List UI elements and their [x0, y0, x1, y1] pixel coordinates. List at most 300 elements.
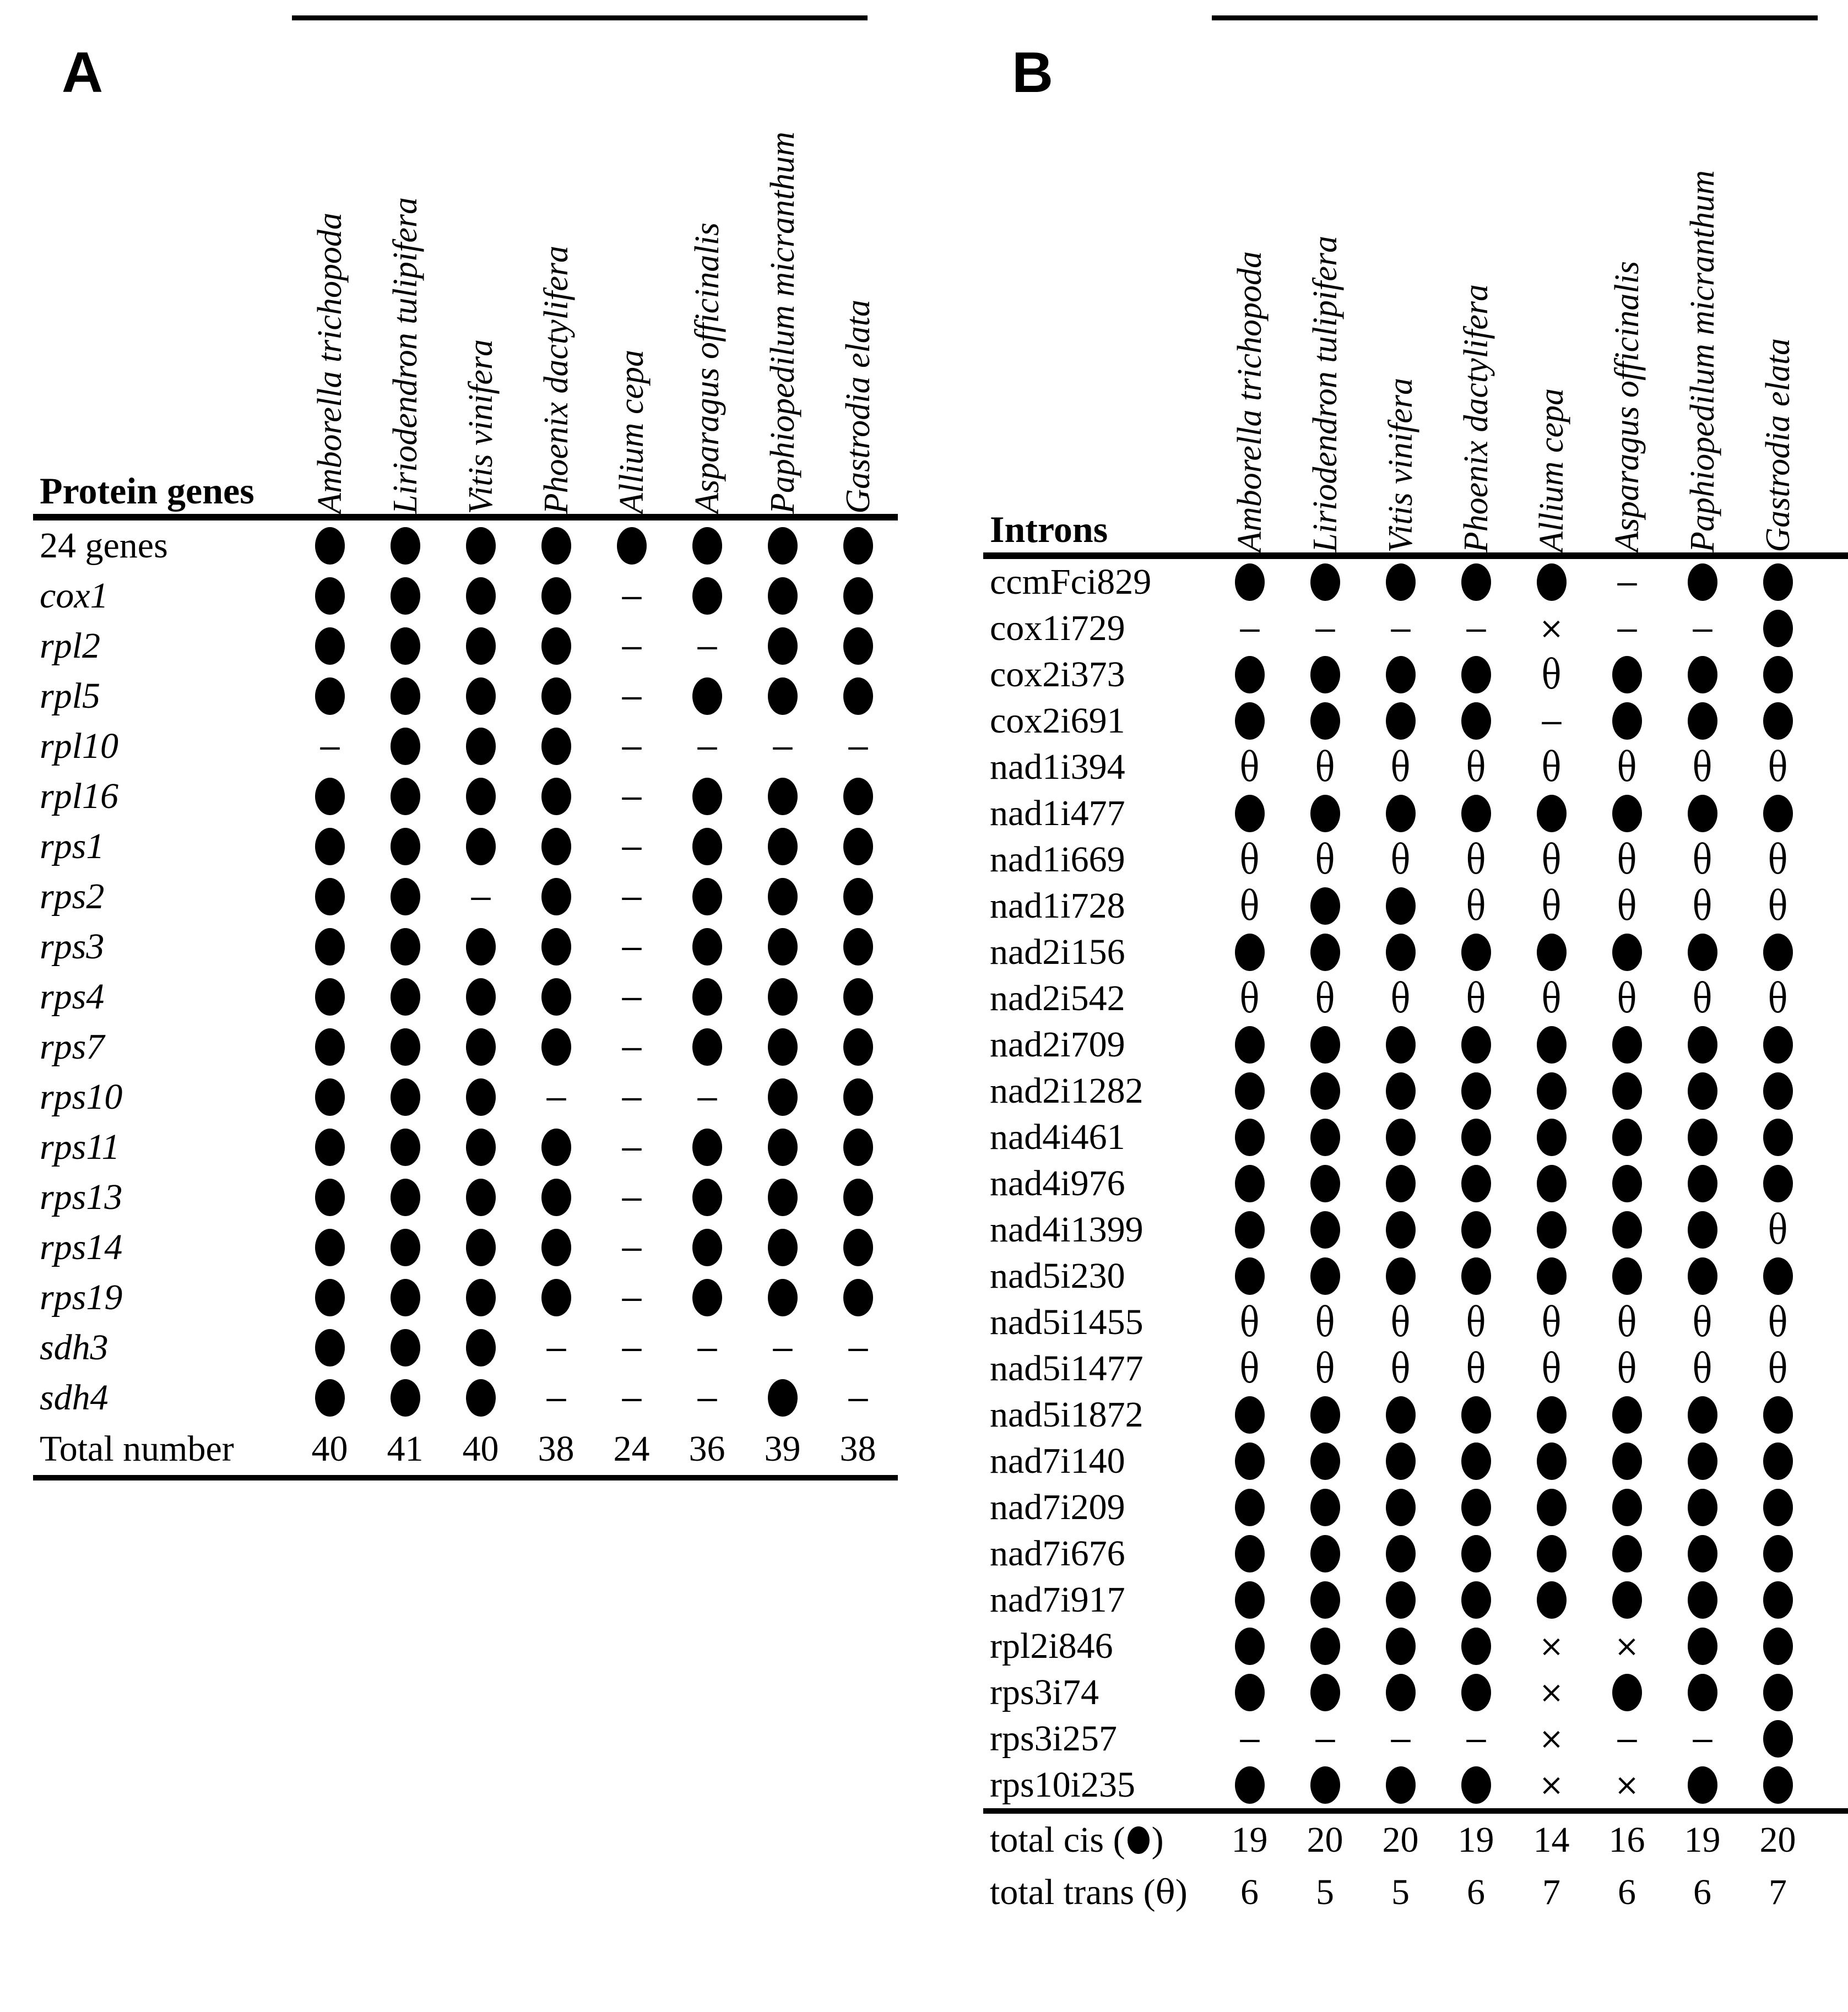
matrix-cell: [367, 1229, 443, 1266]
theta-icon: θ: [1617, 742, 1637, 791]
filled-circle-icon: [1763, 795, 1793, 832]
table-row-rpl16: [33, 771, 898, 821]
filled-circle-icon: [1461, 1165, 1491, 1202]
matrix-cell: [1665, 934, 1740, 971]
matrix-cell: [820, 1229, 896, 1266]
matrix-cell: [1665, 795, 1740, 832]
row-label: nad2i542: [990, 978, 1125, 1018]
cross-icon: ×: [1614, 1767, 1640, 1802]
filled-circle-icon: [843, 577, 873, 615]
matrix-cell: [1287, 1535, 1363, 1572]
theta-icon: θ: [1768, 1344, 1788, 1393]
filled-circle-icon: [1235, 1165, 1265, 1202]
matrix-cell: [292, 627, 367, 665]
theta-icon: θ: [1466, 1344, 1486, 1393]
filled-circle-icon: [466, 1129, 496, 1166]
filled-circle-icon: [1461, 563, 1491, 601]
dash-icon: –: [619, 1176, 644, 1218]
filled-circle-icon: [315, 1078, 345, 1116]
matrix-cell: [292, 978, 367, 1016]
theta-icon: θ: [1541, 835, 1562, 884]
row-label: nad1i728: [990, 886, 1125, 926]
matrix-cell: [1514, 1535, 1589, 1572]
filled-circle-icon: [1612, 1026, 1642, 1064]
filled-circle-icon: [843, 527, 873, 565]
filled-circle-icon: [1537, 1165, 1567, 1202]
filled-circle-icon: [1386, 1026, 1416, 1064]
panel-a-letter: A: [62, 41, 104, 105]
row-label: rps3i257: [990, 1718, 1117, 1759]
theta-icon: θ: [1239, 742, 1260, 791]
matrix-cell: [669, 1076, 745, 1118]
filled-circle-icon: [1310, 1072, 1340, 1110]
species-header-4: [1438, 10, 1514, 552]
theta-icon: θ: [1239, 1344, 1260, 1393]
theta-icon: θ: [1390, 742, 1411, 791]
matrix-cell: [1438, 1535, 1514, 1572]
matrix-cell: [1740, 1396, 1816, 1434]
species-name: Amborella trichopoda: [311, 212, 349, 514]
panel-a-corner-label: Protein genes: [40, 470, 254, 512]
matrix-cell: [1514, 1396, 1589, 1434]
theta-icon: θ: [1239, 974, 1260, 1023]
matrix-cell: [1438, 1674, 1514, 1711]
filled-circle-icon: [1461, 1026, 1491, 1064]
matrix-cell: [820, 577, 896, 615]
filled-circle-icon: [768, 577, 798, 615]
total-value: 24: [613, 1428, 650, 1469]
total-value: 7: [1769, 1872, 1787, 1912]
theta-icon: θ: [1768, 742, 1788, 791]
filled-circle-icon: [1763, 1674, 1793, 1711]
species-name: Allium cepa: [613, 350, 651, 514]
matrix-cell: [1589, 1072, 1665, 1110]
matrix-cell: [292, 1129, 367, 1166]
matrix-cell: [1740, 1674, 1816, 1711]
matrix-cell: [1589, 795, 1665, 832]
dash-icon: –: [846, 1377, 870, 1418]
matrix-cell: [1589, 1535, 1665, 1572]
filled-circle-icon: [315, 978, 345, 1016]
filled-circle-icon: [692, 1279, 722, 1316]
theta-icon: θ: [1692, 742, 1712, 791]
filled-circle-icon: [1763, 1257, 1793, 1295]
filled-circle-icon: [768, 1129, 798, 1166]
matrix-cell: [745, 1179, 820, 1216]
table-row-rps10: [33, 1072, 898, 1122]
dash-icon: –: [468, 876, 493, 917]
matrix-cell: [1287, 835, 1363, 884]
matrix-cell: [1589, 881, 1665, 930]
species-header-5: [1514, 10, 1589, 552]
theta-icon: θ: [1768, 1205, 1788, 1254]
table-row-rps19: [33, 1272, 898, 1322]
filled-circle-icon: [1612, 1581, 1642, 1619]
dash-icon: –: [1464, 608, 1488, 649]
matrix-cell: [367, 627, 443, 665]
filled-circle-icon: [541, 1129, 571, 1166]
filled-circle-icon: [541, 1229, 571, 1266]
filled-circle-icon: [1612, 1165, 1642, 1202]
total-value: 19: [1684, 1819, 1721, 1860]
matrix-cell: [1212, 1165, 1287, 1202]
matrix-cell: [1514, 1631, 1589, 1661]
row-label: nad7i676: [990, 1533, 1125, 1574]
matrix-cell: [594, 976, 669, 1017]
row-label: nad1i477: [990, 793, 1125, 833]
table-row-nad4i976: [983, 1160, 1848, 1207]
table-row-nad5i1455: [983, 1299, 1848, 1346]
filled-circle-icon: [1612, 702, 1642, 740]
matrix-cell: [1212, 1535, 1287, 1572]
matrix-cell: [518, 1179, 594, 1216]
dash-icon: –: [619, 976, 644, 1017]
filled-circle-icon: [1386, 1489, 1416, 1526]
matrix-cell: [367, 828, 443, 865]
filled-circle-icon: [1612, 1489, 1642, 1526]
matrix-cell: [1438, 1165, 1514, 1202]
filled-circle-icon: [1235, 1628, 1265, 1665]
filled-circle-icon: [1386, 1674, 1416, 1711]
matrix-cell: [367, 1129, 443, 1166]
matrix-cell: [1212, 1119, 1287, 1156]
filled-circle-icon: [541, 527, 571, 565]
total-value: 5: [1316, 1872, 1334, 1912]
matrix-cell: [669, 878, 745, 915]
matrix-cell: [518, 1129, 594, 1166]
matrix-cell: [1212, 1072, 1287, 1110]
row-label: rps13: [40, 1176, 123, 1217]
matrix-cell: [1363, 1674, 1438, 1711]
matrix-cell: [745, 677, 820, 715]
row-label: rps2: [40, 876, 105, 916]
table-row-rpl2i846: [983, 1623, 1848, 1669]
matrix-cell: [1514, 1675, 1589, 1710]
matrix-cell: [669, 978, 745, 1016]
matrix-cell: [1589, 1119, 1665, 1156]
matrix-cell: [1665, 1298, 1740, 1347]
theta-icon: θ: [1315, 974, 1335, 1023]
filled-circle-icon: [391, 1028, 420, 1066]
matrix-cell: [1589, 1718, 1665, 1759]
filled-circle-icon: [1688, 1628, 1717, 1665]
matrix-cell: [745, 878, 820, 915]
filled-circle-icon: [1386, 1211, 1416, 1249]
filled-circle-icon: [1461, 1072, 1491, 1110]
species-name: Liriodendron tulipifera: [386, 197, 424, 514]
table-row-cox1i729: [983, 605, 1848, 652]
matrix-cell: [518, 1327, 594, 1368]
filled-circle-icon: [843, 778, 873, 815]
matrix-cell: [518, 878, 594, 915]
matrix-cell: [820, 828, 896, 865]
matrix-cell: [1438, 1072, 1514, 1110]
dash-icon: –: [619, 926, 644, 967]
filled-circle-icon: [1386, 1766, 1416, 1804]
filled-circle-icon: [466, 1329, 496, 1366]
theta-icon: θ: [1692, 1298, 1712, 1347]
matrix-cell: [1363, 1026, 1438, 1064]
dash-icon: –: [770, 725, 795, 767]
matrix-cell: [518, 1377, 594, 1418]
matrix-cell: [1287, 1165, 1363, 1202]
filled-circle-icon: [1688, 1535, 1717, 1572]
theta-icon: θ: [1466, 974, 1486, 1023]
filled-circle-icon: [1612, 1442, 1642, 1480]
species-name: Vitis vinifera: [462, 339, 500, 514]
matrix-cell: [1589, 1767, 1665, 1802]
matrix-cell: [594, 725, 669, 767]
row-label: cox2i691: [990, 701, 1125, 741]
matrix-cell: [1287, 974, 1363, 1023]
table-row-nad5i230: [983, 1253, 1848, 1299]
matrix-cell: [1589, 974, 1665, 1023]
table-row-nad1i477: [983, 790, 1848, 837]
dash-icon: –: [1313, 1718, 1337, 1759]
filled-circle-icon: [1688, 1674, 1717, 1711]
matrix-cell: [1589, 1396, 1665, 1434]
matrix-cell: [1212, 1257, 1287, 1295]
filled-circle-icon: [1235, 563, 1265, 601]
table-row-rps3i257: [983, 1716, 1848, 1762]
filled-circle-icon: [391, 1078, 420, 1116]
filled-circle-icon: [768, 1229, 798, 1266]
dash-icon: –: [695, 1327, 719, 1368]
dash-icon: –: [1539, 701, 1564, 741]
matrix-cell: [1740, 702, 1816, 740]
matrix-cell: [1287, 934, 1363, 971]
matrix-cell: [1589, 1165, 1665, 1202]
filled-circle-icon: [1537, 1396, 1567, 1434]
filled-circle-icon: [541, 828, 571, 865]
row-label: rps10i235: [990, 1765, 1135, 1805]
filled-circle-icon: [1386, 656, 1416, 693]
filled-circle-icon: [768, 1179, 798, 1216]
theta-icon: θ: [1768, 881, 1788, 930]
matrix-cell: [1438, 1442, 1514, 1480]
filled-circle-icon: [1310, 1119, 1340, 1156]
theta-icon: θ: [1315, 1298, 1335, 1347]
species-name: Paphiopedilum micranthum: [763, 132, 801, 514]
matrix-cell: [1212, 1442, 1287, 1480]
table-row-rps3i74: [983, 1669, 1848, 1716]
matrix-cell: [1212, 795, 1287, 832]
matrix-cell: [669, 1279, 745, 1316]
matrix-cell: [1212, 742, 1287, 791]
filled-circle-icon: [692, 1028, 722, 1066]
filled-circle-icon: [1763, 1396, 1793, 1434]
dash-icon: –: [1614, 562, 1639, 603]
panel-a-header-rule: [33, 514, 898, 520]
matrix-cell: [1363, 656, 1438, 693]
matrix-cell: [745, 527, 820, 565]
matrix-cell: [1740, 1072, 1816, 1110]
species-name: Asparagus officinalis: [688, 223, 726, 514]
filled-circle-icon: [541, 1279, 571, 1316]
matrix-cell: [1589, 656, 1665, 693]
filled-circle-icon: [1235, 1674, 1265, 1711]
matrix-cell: [518, 527, 594, 565]
matrix-cell: [745, 577, 820, 615]
filled-circle-icon: [1461, 1257, 1491, 1295]
filled-circle-icon: [1763, 934, 1793, 971]
matrix-cell: [1740, 1628, 1816, 1665]
matrix-cell: [443, 978, 518, 1016]
filled-circle-icon: [1310, 1257, 1340, 1295]
theta-icon: θ: [1466, 742, 1486, 791]
row-label: rps1: [40, 826, 105, 866]
filled-circle-icon: [541, 1028, 571, 1066]
filled-circle-icon: [692, 978, 722, 1016]
filled-circle-icon: [1386, 563, 1416, 601]
matrix-cell: [1589, 742, 1665, 791]
filled-circle-icon: [692, 577, 722, 615]
cross-icon: ×: [1538, 1767, 1564, 1802]
matrix-cell: [1514, 934, 1589, 971]
filled-circle-icon: [1310, 887, 1340, 925]
total-value: 6: [1693, 1872, 1711, 1912]
panel-a-species-row: [33, 10, 898, 514]
matrix-cell: [1363, 1489, 1438, 1526]
filled-circle-icon: [692, 527, 722, 565]
matrix-cell: [820, 527, 896, 565]
filled-circle-icon: [466, 1078, 496, 1116]
theta-icon: θ: [1541, 650, 1562, 699]
theta-icon: θ: [1692, 974, 1712, 1023]
matrix-cell: [669, 625, 745, 666]
matrix-cell: [1740, 1766, 1816, 1804]
filled-circle-icon: [1537, 1581, 1567, 1619]
matrix-cell: [1514, 703, 1589, 739]
filled-circle-icon: [1688, 1119, 1717, 1156]
matrix-cell: [820, 677, 896, 715]
matrix-cell: [518, 928, 594, 966]
matrix-cell: [1363, 1396, 1438, 1434]
matrix-cell: [594, 575, 669, 616]
filled-circle-icon: [1386, 1442, 1416, 1480]
matrix-cell: [1740, 1119, 1816, 1156]
filled-circle-icon: [1310, 795, 1340, 832]
filled-circle-icon: [1688, 1257, 1717, 1295]
matrix-cell: [594, 527, 669, 565]
filled-circle-icon: [466, 1279, 496, 1316]
filled-circle-icon: [466, 677, 496, 715]
matrix-cell: [594, 1377, 669, 1418]
matrix-cell: [367, 577, 443, 615]
filled-circle-icon: [1537, 1026, 1567, 1064]
cross-icon: ×: [1614, 1629, 1640, 1663]
matrix-cell: [1287, 742, 1363, 791]
filled-circle-icon: [466, 1179, 496, 1216]
table-row-nad7i140: [983, 1438, 1848, 1484]
table-row-rps3: [33, 921, 898, 972]
theta-icon: θ: [1617, 1298, 1637, 1347]
theta-icon: θ: [1768, 1298, 1788, 1347]
species-header-1: [1212, 10, 1287, 552]
filled-circle-icon: [1537, 795, 1567, 832]
header-spacer: [33, 10, 292, 514]
matrix-cell: [1212, 974, 1287, 1023]
row-label: nad7i209: [990, 1487, 1125, 1527]
row-label: ccmFci829: [990, 562, 1152, 602]
total-row-label: total trans ( θ ): [990, 1872, 1188, 1912]
matrix-cell: [669, 1377, 745, 1418]
matrix-cell: [1665, 702, 1740, 740]
theta-icon: θ: [1617, 974, 1637, 1023]
filled-circle-icon: [466, 577, 496, 615]
filled-circle-icon: [315, 1279, 345, 1316]
matrix-cell: [1287, 563, 1363, 601]
table-row-nad5i1477: [983, 1346, 1848, 1392]
table-row-cox2i373: [983, 652, 1848, 698]
matrix-cell: [1438, 1766, 1514, 1804]
theta-icon: θ: [1466, 1298, 1486, 1347]
matrix-cell: [1514, 1442, 1589, 1480]
table-row-rpl5: [33, 671, 898, 721]
filled-circle-icon: [617, 527, 647, 565]
filled-circle-icon: [541, 928, 571, 966]
filled-circle-icon: [843, 1179, 873, 1216]
theta-icon: θ: [1617, 835, 1637, 884]
matrix-cell: [1363, 887, 1438, 925]
species-name: Gastrodia elata: [839, 300, 877, 514]
filled-circle-icon: [692, 828, 722, 865]
filled-circle-icon: [1537, 1211, 1567, 1249]
dash-icon: –: [770, 1327, 795, 1368]
filled-circle-icon: [466, 978, 496, 1016]
matrix-cell: [1514, 795, 1589, 832]
matrix-cell: [1438, 1344, 1514, 1393]
matrix-cell: [745, 1379, 820, 1417]
dash-icon: –: [619, 575, 644, 616]
matrix-cell: [1438, 1119, 1514, 1156]
filled-circle-icon: [466, 1379, 496, 1417]
matrix-cell: [1740, 934, 1816, 971]
filled-circle-icon: [1461, 1396, 1491, 1434]
matrix-cell: [745, 627, 820, 665]
matrix-cell: [1438, 1026, 1514, 1064]
filled-circle-icon: [1235, 1766, 1265, 1804]
filled-circle-icon: [1537, 1257, 1567, 1295]
matrix-cell: [1589, 608, 1665, 649]
matrix-cell: [367, 677, 443, 715]
matrix-cell: [1212, 934, 1287, 971]
matrix-cell: [292, 677, 367, 715]
matrix-cell: [1514, 1721, 1589, 1756]
theta-icon: θ: [1541, 1298, 1562, 1347]
matrix-cell: [1589, 835, 1665, 884]
filled-circle-icon: [1235, 1442, 1265, 1480]
matrix-cell: [594, 1227, 669, 1268]
matrix-cell: [669, 1327, 745, 1368]
matrix-cell: [594, 675, 669, 717]
theta-icon: θ: [1315, 742, 1335, 791]
total-value: 20: [1759, 1819, 1796, 1860]
filled-circle-icon: [1235, 1119, 1265, 1156]
filled-circle-icon: [843, 1078, 873, 1116]
matrix-cell: [1212, 1766, 1287, 1804]
row-label: rps10: [40, 1076, 123, 1117]
filled-circle-icon: [315, 577, 345, 615]
header-spacer: [983, 10, 1212, 552]
matrix-cell: [1438, 1298, 1514, 1347]
total-row-total-trans: [983, 1866, 1848, 1918]
species-name: Gastrodia elata: [1759, 338, 1797, 552]
matrix-cell: [1212, 1628, 1287, 1665]
matrix-cell: [669, 1179, 745, 1216]
matrix-cell: [443, 1229, 518, 1266]
filled-circle-icon: [315, 677, 345, 715]
